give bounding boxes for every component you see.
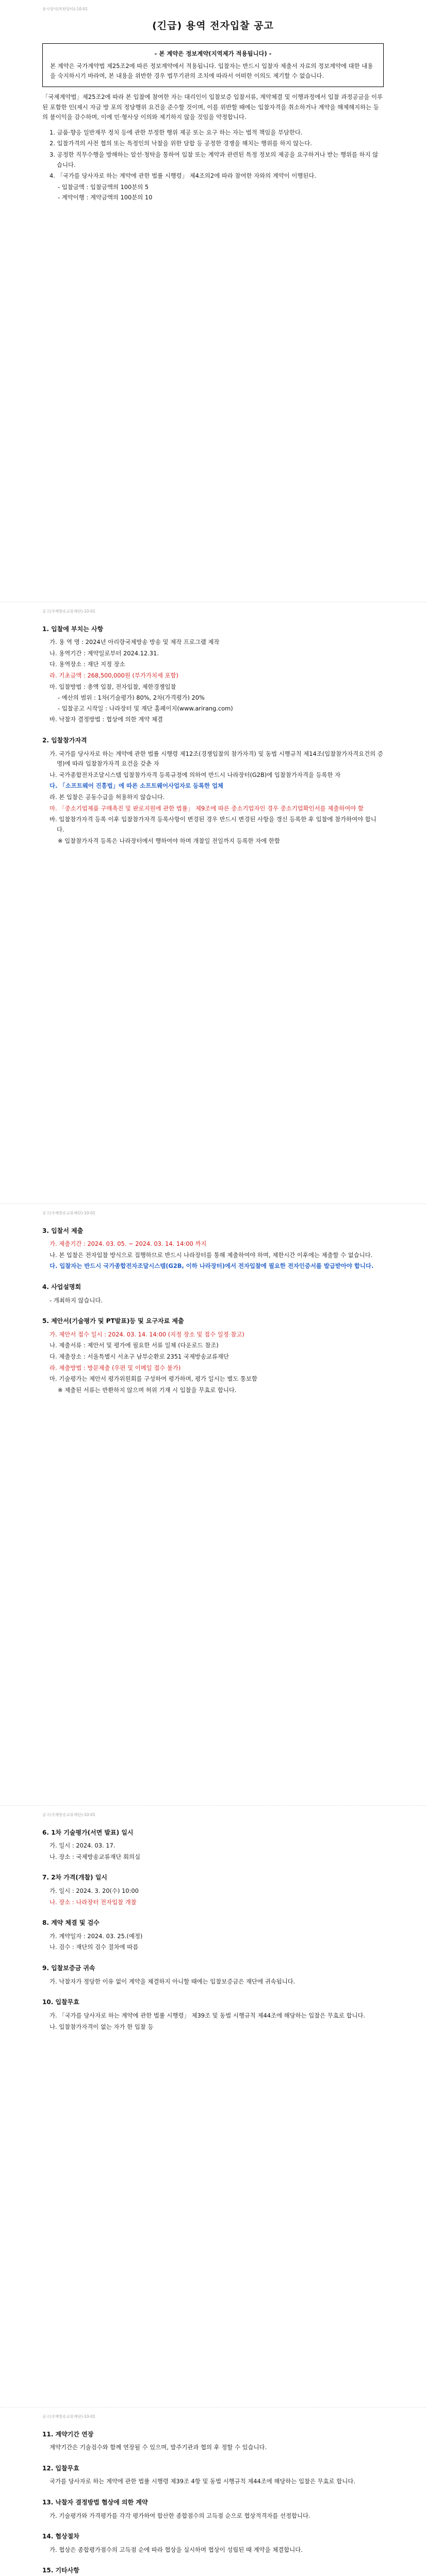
header-tag: 용시양식(목탄당타)-10-01 — [42, 7, 88, 11]
section-6-item: 가. 일시 : 2024. 03. 17. — [50, 1842, 116, 1850]
notice-text: 본 계약은 국가계약법 제25조2에 따른 정보계약에서 적용됩니다. 입찰자는 반드시 입찰자 제출서 자료의 정보계약에 대한 내용을 숙지하시기 바라며, 본 내용을 위반한 경우 법무기관의 조치에 따라서 어떠한 이의도 제기할 수 없습니다. — [50, 62, 373, 80]
intro-item: 3. 공정한 직무수행을 방해하는 알선·청탁을 통하여 입찰 또는 계약과 관련된 특정 정보의 제공을 요구하거나 받는 행위를 하지 않습니다. — [50, 151, 379, 168]
section-12-text: 국가를 당사자로 하는 계약에 관한 법률 시행령 제39조 4항 및 동법 시행규칙 제44조에 해당하는 입찰은 무효로 합니다. — [50, 2478, 355, 2485]
section-2-item: 라. 본 입찰은 공동수급을 허용하지 않습니다. — [50, 793, 165, 801]
section-3-item: 가. 제출기간 : 2024. 03. 05. ~ 2024. 03. 14. 14:00 까지 — [50, 1240, 207, 1248]
section-3-title: 3. 입찰서 제출 — [42, 1227, 84, 1234]
section-5-item: 라. 제출방법 : 방문제출 (우편 및 이메일 접수 불가) — [50, 1364, 181, 1371]
section-3-item: 나. 본 입찰은 전자입찰 방식으로 집행하므로 반드시 나라장터를 통해 제출하여야 하며, 제한시간 이후에는 제출할 수 없습니다. — [50, 1251, 373, 1259]
section-1-item: 다. 용역장소 : 재단 지정 장소 — [50, 660, 125, 668]
header-tag: 공고(국제방송교류재단)-10-01 — [42, 609, 95, 614]
section-5-item: 가. 제안서 접수 일시 : 2024. 03. 14. 14:00 (지정 장소 및 접수 일정 참고) — [50, 1330, 244, 1338]
section-1-sub: - 예산의 범위 : 1차(기술평가) 80%, 2차(가격평가) 20% — [58, 694, 205, 702]
section-8-item: 나. 검수 : 재단의 검수 절차에 따름 — [50, 1943, 139, 1951]
section-4-text: - 개최하지 않습니다. — [50, 1296, 103, 1304]
notice-heading: - 본 계약은 정보계약(지역제가 적용됩니다) - — [154, 50, 272, 58]
section-2-item: 마. 「중소기업제품 구매촉진 및 판로지원에 관한 법률」 제9조에 따른 중소기업자인 경우 중소기업확인서를 제출하여야 함 — [50, 804, 364, 812]
section-2-title: 2. 입찰참가자격 — [42, 737, 87, 744]
section-12-title: 12. 입찰무효 — [42, 2464, 79, 2472]
section-1-item: 바. 낙찰자 결정방법 : 협상에 의한 계약 체결 — [50, 716, 163, 723]
section-1-item: 마. 입찰방법 : 총액 입찰, 전자입찰, 제한경쟁입찰 — [50, 683, 176, 690]
section-9-title: 9. 입찰보증금 귀속 — [42, 1964, 95, 1972]
section-5-item: 다. 제출장소 : 서울특별시 서초구 남부순환로 2351 국제방송교류재단 — [50, 1353, 229, 1361]
intro-paragraph: 「국제계약법」제25조2에 따라 본 입찰에 참여한 자는 대리인이 입찰보증 입찰서류, 계약체결 및 이행과정에서 입찰 과정공금을 이루된 포함한 인(제시 자금 방 포의 정당행위 요건을 준수할 것이며, 이를 위반할 때에는 입찰자격을 취소하거나 계약을 해제해지하는 등의 불이익을 감수하며, 이에 민·형사상 이의와 제기하지 않을 것임을 약정합니다. — [42, 93, 383, 121]
section-1-item: 라. 기초금액 : 268,500,000원 (부가가치세 포함) — [50, 671, 178, 679]
section-5-item: 나. 제출서류 : 제안서 및 평가에 필요한 서류 일체 (다운로드 참조) — [50, 1342, 219, 1349]
section-1-sub: - 입찰공고 시작일 : 나라장터 및 재단 홈페이지(www.arirang.com) — [58, 704, 233, 712]
section-4-title: 4. 사업설명회 — [42, 1283, 81, 1291]
section-1-item: 가. 용 역 명 : 2024년 아리랑국제방송 방송 및 제작 프로그램 제작 — [50, 638, 220, 646]
section-2-note: ※ 입찰참가자격 등록은 나라장터에서 행하여야 하며 개찰일 전일까지 등록한 자에 한함 — [58, 837, 280, 844]
section-10-item: 나. 입찰참가자격이 없는 자가 한 입찰 등 — [50, 2023, 154, 2030]
section-11-title: 11. 계약기간 연장 — [42, 2430, 94, 2438]
section-1-item: 나. 용역기간 : 계약일로부터 2024.12.31. — [50, 649, 159, 657]
section-8-title: 8. 계약 체결 및 검수 — [42, 1919, 100, 1927]
page-5 — [0, 2407, 426, 2576]
section-7-title: 7. 2차 가격(개찰) 일시 — [42, 1874, 107, 1882]
section-3-item: 다. 입찰자는 반드시 국가종합전자조달시스템(G2B, 이하 나라장터)에서 전자입찰에 필요한 전자인증서를 발급받아야 합니다. — [50, 1262, 374, 1270]
page-2 — [0, 602, 426, 1204]
section-14-text: 가. 협상은 종합평가점수의 고득점 순에 따라 협상을 실시하며 협상이 성립된 때 계약을 체결합니다. — [50, 2546, 303, 2553]
section-7-item: 나. 장소 : 나라장터 전자입찰 개찰 — [50, 1898, 137, 1906]
section-5-title: 5. 제안서(기술평가 및 PT발표)등 및 요구자료 제출 — [42, 1317, 184, 1325]
section-6-title: 6. 1차 기술평가(서면 발표) 일시 — [42, 1828, 134, 1836]
section-6-item: 나. 장소 : 국제방송교류재단 회의실 — [50, 1853, 140, 1860]
section-2-item: 나. 국가종합전자조달시스템 입찰참가자격 등록규정에 의하여 반드시 나라장터(G2B)에 입찰참가자격을 등록한 자 — [50, 771, 341, 778]
section-2-item: 바. 입찰참가자격 등록 이후 입찰참가자격 등록사항이 변경된 경우 반드시 변경된 사항을 갱신 등록한 후 입찰에 참가하여야 합니다. — [50, 816, 376, 833]
section-5-item: 마. 기술평가는 제안서 평가위원회를 구성하여 평가하며, 평가 일시는 별도 통보함 — [50, 1375, 257, 1383]
header-tag: 공고(국제방송교류재단)-10-01 — [42, 1211, 95, 1215]
section-10-item: 가. 「국가를 당사자로 하는 계약에 관한 법률 시행령」 제39조 및 동법 시행규칙 제44조에 해당하는 입찰은 무효로 합니다. — [50, 2011, 366, 2019]
header-tag: 공고(국제방송교류재단)-10-01 — [42, 2414, 95, 2419]
section-2-item: 다. 「소프트웨어 진흥법」에 따른 소프트웨어사업자로 등록한 업체 — [50, 782, 223, 790]
section-15-title: 15. 기타사항 — [42, 2567, 79, 2574]
page-3 — [0, 1204, 426, 1805]
section-13-text: 가. 기술평가와 가격평가를 각각 평가하여 합산한 종합점수의 고득점 순으로 협상적격자를 선정합니다. — [50, 2512, 310, 2519]
section-1-title: 1. 입찰에 부치는 사항 — [42, 625, 104, 633]
header-tag: 공고(국제방송교류재단)-10-01 — [42, 1812, 95, 1817]
section-7-item: 가. 일시 : 2024. 3. 20(수) 10:00 — [50, 1887, 139, 1894]
intro-sub: - 입찰금액 : 입찰금액의 100분의 5 — [58, 183, 149, 191]
intro-item: 1. 금품·향응 일반재무 정치 등에 관한 부정한 행위 제공 또는 요구 하는 자는 법적 책임을 부담한다. — [50, 128, 303, 136]
section-13-title: 13. 낙찰자 결정방법 협상에 의한 계약 — [42, 2498, 148, 2506]
section-5-note: ※ 제출된 서류는 반환하지 않으며 허위 기재 시 입찰을 무효로 합니다. — [58, 1386, 237, 1394]
notice-box — [42, 43, 384, 87]
section-14-title: 14. 협상절차 — [42, 2533, 79, 2540]
intro-item: 2. 입찰가격의 사전 협의 또는 특정인의 낙찰을 위한 담합 등 공정한 경쟁을 해치는 행위를 하지 않는다. — [50, 140, 312, 147]
section-9-item: 가. 낙찰자가 정당한 이유 없이 계약을 체결하지 아니할 때에는 입찰보증금은 재단에 귀속됩니다. — [50, 1977, 296, 1985]
section-10-title: 10. 입찰무효 — [42, 1998, 79, 2006]
intro-item: 4. 「국가를 당사자로 하는 계약에 관한 법률 시행령」 제4조의2에 따라 참여한 자와의 계약이 이행된다. — [50, 172, 316, 180]
page-4 — [0, 1805, 426, 2407]
section-8-item: 가. 계약일자 : 2024. 03. 25.(예정) — [50, 1932, 143, 1940]
section-11-text: 계약기간은 기술검수와 함께 연장될 수 있으며, 발주기관과 협의 후 정할 수 있습니다. — [50, 2444, 267, 2451]
intro-sub: - 계약이행 : 계약금액의 100분의 10 — [58, 194, 153, 201]
page-1 — [0, 0, 426, 602]
document-title: (긴급) 용역 전자입찰 공고 — [152, 20, 274, 31]
section-2-item: 가. 국가를 당사자로 하는 계약에 관한 법률 시행령 제12조(경쟁입찰의 참가자격) 및 동법 시행규칙 제14조(입찰참가자격요건의 증명)에 따라 입찰참가자격 요건을 갖춘 자 — [50, 750, 383, 768]
